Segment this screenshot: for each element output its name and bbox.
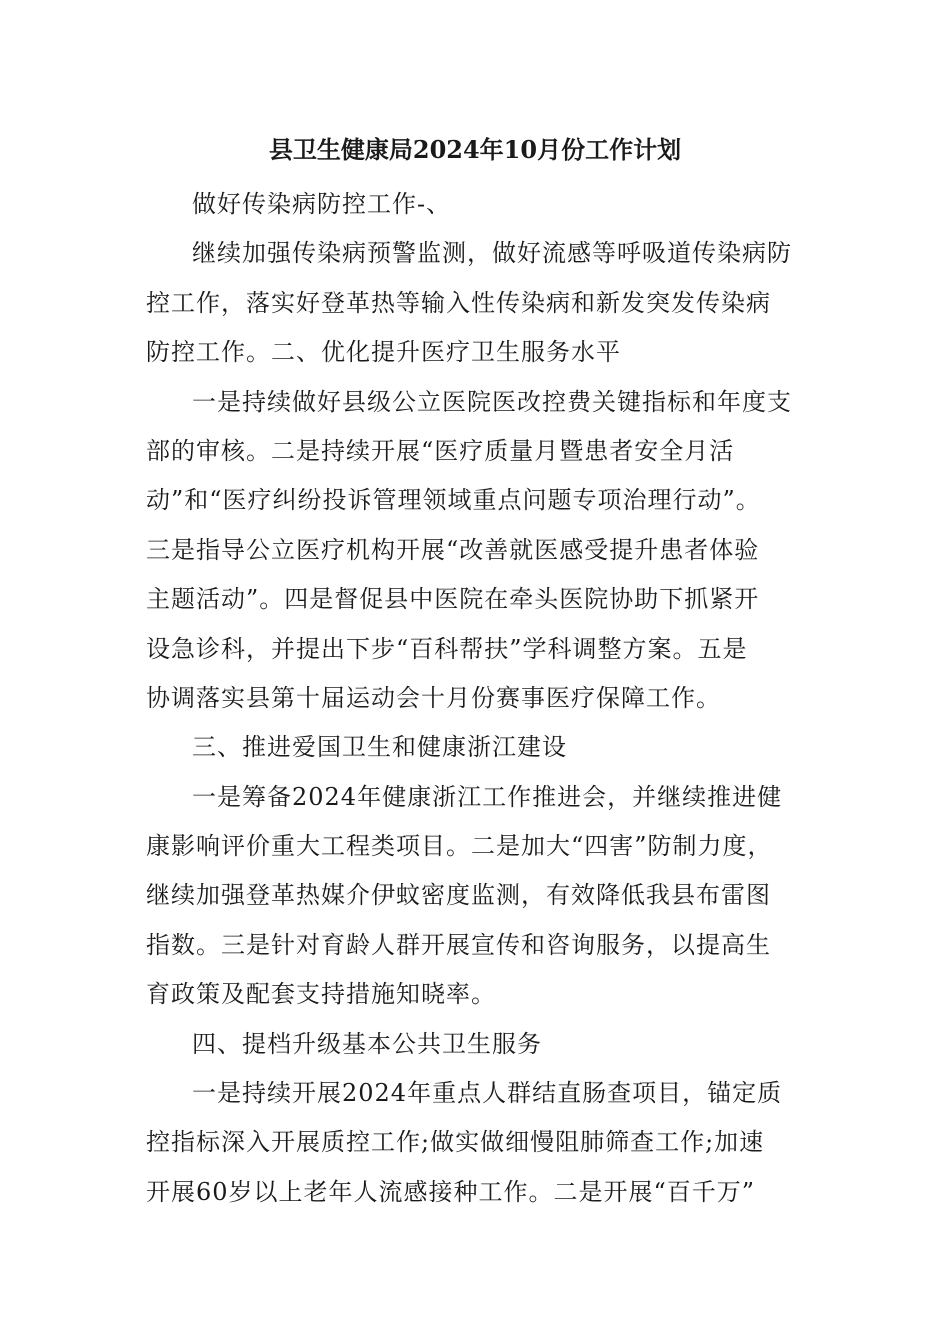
section-heading: 三、推进爱国卫生和健康浙江建设 (192, 733, 567, 762)
section-heading: 四、提档升级基本公共卫生服务 (192, 1029, 542, 1058)
paragraph-line: 防控工作。二、优化提升医疗卫生服务水平 (146, 338, 621, 367)
paragraph-line: 一是筹备2024年健康浙江工作推进会，并继续推进健 (192, 782, 783, 811)
paragraph-line: 一是持续做好县级公立医院医改控费关键指标和年度支 (192, 387, 792, 416)
paragraph-line: 一是持续开展2024年重点人群结直肠查项目，锚定质 (192, 1079, 783, 1108)
paragraph-line: 开展60岁以上老年人流感接种工作。二是开展“百千万” (146, 1177, 756, 1206)
paragraph-line: 部的审核。二是持续开展“医疗质量月暨患者安全月活 (146, 436, 735, 465)
document-body (146, 180, 806, 1217)
paragraph-line: 控指标深入开展质控工作;做实做细慢阻肺筛查工作;加速 (146, 1128, 765, 1157)
paragraph-line: 继续加强传染病预警监测，做好流感等呼吸道传染病防 (192, 239, 792, 268)
paragraph-line: 继续加强登革热媒介伊蚊密度监测，有效降低我县布雷图 (146, 881, 771, 910)
paragraph-line: 动”和“医疗纠纷投诉管理领域重点问题专项治理行动”。 (146, 486, 761, 515)
paragraph-line: 康影响评价重大工程类项目。二是加大“四害”防制力度， (146, 832, 773, 861)
paragraph-line: 控工作，落实好登革热等输入性传染病和新发突发传染病 (146, 288, 771, 317)
paragraph-line: 指数。三是针对育龄人群开展宣传和咨询服务，以提高生 (146, 930, 771, 959)
paragraph-line: 主题活动”。四是督促县中医院在牵头医院协助下抓紧开 (146, 585, 760, 614)
paragraph-line: 设急诊科，并提出下步“百科帮扶”学科调整方案。五是 (146, 634, 748, 663)
paragraph-line: 育政策及配套支持措施知晓率。 (146, 980, 496, 1009)
paragraph-line: 三是指导公立医疗机构开展“改善就医感受提升患者体验 (146, 535, 760, 564)
document-title: 县卫生健康局2024年10月份工作计划 (268, 135, 682, 164)
paragraph-line: 做好传染病防控工作-、 (192, 190, 452, 218)
paragraph-line: 协调落实县第十届运动会十月份赛事医疗保障工作。 (146, 683, 721, 712)
